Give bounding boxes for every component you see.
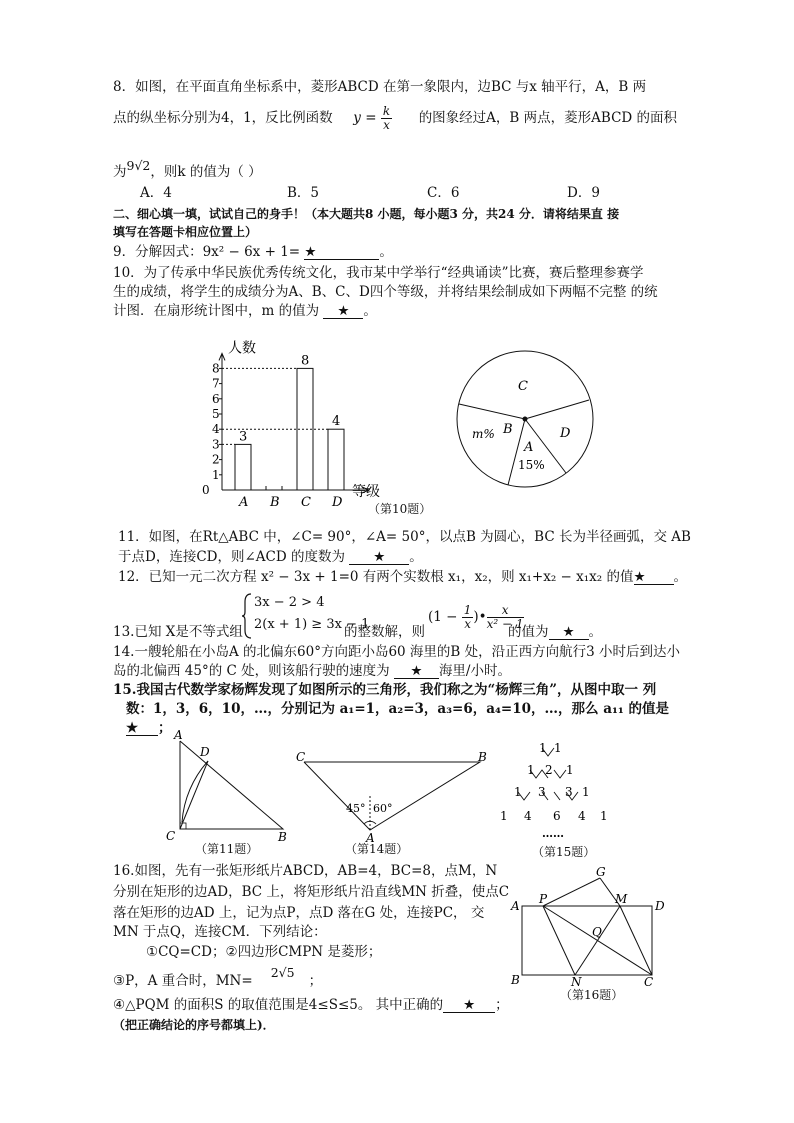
q16-line1: 16.如图，先有一张矩形纸片ABCD，AB=4，BC=8，点M，N [113,863,498,879]
q16-line6a: ③P，A 重合时，MN= [113,973,253,989]
q13-frac-1 [462,604,474,631]
q15-blank: ★ [126,721,158,736]
q14-line2a: 岛的北偏西 45°的 C 处，则该船行驶的速度为 [113,663,390,679]
q8-option-a: A．4 [140,185,172,201]
q13-expr-d-num: x [487,604,524,618]
q13-expr-d-den: x² − 1 [486,617,524,631]
q13-post: 的值为 [508,624,549,640]
fig15-r4-b: 4 [524,809,532,823]
section2-line1: 二、细心填一填，试试自己的身手！（本大题共8 小题，每小题3 分，共24 分．请将结果直 接 [113,207,620,221]
fig15-r4-a: 1 [500,809,508,823]
q13-expr-c: )• [473,609,487,625]
q16-line3: 落在矩形的边AD 上，记为点P，点D 落在G 处，连接PC， 交 [113,905,485,921]
q8-line1: 8．如图，在平面直角坐标系中，菱形ABCD 在第一象限内，边BC 与x 轴平行，A，B 两 [113,79,647,95]
q8-option-b: B．5 [287,185,320,201]
bar-ylabel: 人数 [228,340,256,357]
fig15-r3-d: 1 [582,785,590,799]
bar-value-label: 8 [301,353,310,369]
q16-blank: ★ [443,998,495,1013]
fig15-r2-b: 2 [545,763,553,777]
q12-end: 。 [673,569,687,585]
q11-end: 。 [409,549,423,565]
bar-ytick-label: 6 [212,391,220,406]
q8-area-pre: 为 [113,164,127,180]
fig11-caption: （第11题） [195,842,259,856]
q14-blank: ★ [394,664,439,679]
bar-ytick-label: 5 [212,407,220,421]
q15-line1: 15.我国古代数学家杨辉发现了如图所示的三角形，我们称之为“杨辉三角”，从图中取一 列 [113,682,657,698]
pie-divider-2 [525,400,589,419]
fig14-angle-45: 45° [346,802,366,815]
q11-line2-text: 于点D，连接CD，则∠ACD 的度数为 [118,549,345,565]
q10-end: 。 [363,303,377,319]
q13-expr-a: (1 − [428,609,458,625]
q10-line2: 生的成绩，将学生的成绩分为A、B、C、D四个等级，并将结果绘制成如下两幅不完整 的统 [113,284,658,300]
pie-label-d: D [560,426,571,441]
bar-category-label: A [239,495,249,510]
section2-line2: 填写在答题卡相应位置上） [113,225,258,239]
fig16-rectangle [522,906,652,975]
q8-area-val: 9√2 [126,158,151,173]
fig14-label-a: A [366,831,375,845]
fig16-diagram [508,865,665,989]
q13-end: 。 [588,624,602,640]
fig16-label-b: B [511,973,520,987]
fig15-r4-c: 6 [553,809,561,823]
q15-end: ； [158,720,172,736]
bar-category-label: D [332,495,343,510]
q10-line3-text: 计图．在扇形统计图中，m 的值为 [113,303,320,319]
q8-option-c: C．6 [427,185,460,201]
fig16-pg [543,878,600,906]
pie-annotation-m: m% [472,427,495,441]
q10-line1: 10．为了传承中华民族优秀传统文化，我市某中学举行“经典诵读”比赛，赛后整理参赛学 [113,265,644,281]
fig16-label-p: P [539,892,548,906]
q16-line7 [113,996,509,1014]
fig16-label-n: N [571,975,582,989]
fig16-label-q: Q [592,925,602,939]
fig15-r2-c: 1 [566,763,574,777]
bar-ytick-label: 7 [212,376,220,391]
fig16-label-g: G [596,865,606,879]
bar-A [235,444,251,490]
q16-line2: 分别在矩形的边AD，BC 上，将矩形纸片沿直线MN 折叠，使点C [113,884,510,900]
bar-ytick-label: 8 [212,361,220,376]
bar-ytick-label: 2 [212,452,220,467]
q14-line1: 14.一艘轮船在小岛A 的北偏东60°方向距小岛60 海里的B 处，沿正西方向航行3 小时后到达小 [113,644,680,660]
q16-line4: MN 于点Q，连接CM．下列结论： [113,924,327,940]
fig14-angle-60: 60° [373,802,393,815]
bar-xlabel: 等级 [352,484,380,500]
pie-label-c: C [518,379,528,394]
fig14-label-c: C [296,750,306,764]
fig15-r3-c: 3 [565,785,573,799]
q12-blank: ★ [634,570,674,585]
q16-line7b: ； [495,997,509,1013]
q9-end: 。 [379,244,393,260]
pie-center [523,417,528,422]
q8-line2a: 点的纵坐标分别为4，1，反比例函数 [113,110,333,126]
fig11-label-c: C [166,829,176,843]
bar-chart [190,330,390,510]
bar-ytick-label: 3 [212,437,220,452]
q13-sys1: 3x − 2 > 4 [254,595,325,610]
q13-post-line [508,623,602,641]
q15-line2: 数：1，3，6，10，…，分别记为 a₁=1，a₂=3，a₃=6，a₄=10，…，那么 a₁₁ 的值是 [126,701,669,717]
q16-line7a: ④△PQM 的面积S 的取值范围是4≤S≤5。 其中正确的 [113,997,444,1013]
fig15-diagram [492,740,622,840]
q9 [113,243,393,261]
fig15-r4-d: 4 [578,809,586,823]
q14-line2 [113,662,511,680]
q13-mid: 的整数解，则 [344,624,425,640]
fig11-diagram [160,726,295,844]
q16-line6 [113,965,323,990]
q13-pre: 13.已知 X是不等式组 [113,624,243,640]
q8-line2 [113,105,677,132]
pie-label-a: A [524,440,534,455]
q8-func-frac [381,105,392,132]
pie-label-b: B [503,422,513,437]
q10-blank: ★ [323,304,363,319]
q8-line3 [113,158,262,181]
q11-blank: ★ [349,550,409,565]
bar-ytick-label: 1 [212,467,220,482]
fig16-mn [575,906,620,975]
q14-line2b: 海里/小时。 [438,663,511,679]
q8-func-den: x [383,118,390,132]
q13-brace [241,592,253,640]
q13-blank: ★ [549,625,589,640]
q8-area-post: ，则k 的值为（ ） [150,164,262,180]
q11-line1: 11．如图，在Rt△ABC 中，∠C= 90°，∠A= 50°，以点B 为圆心，BC 长为半径画弧，交 AB [118,529,691,545]
pie-chart [452,345,602,495]
fig16-label-a: A [511,899,520,913]
fig10-caption: （第10题） [368,502,432,516]
bar-D [328,429,344,490]
fig15-caption: （第15题） [532,845,596,859]
bar-category-label: C [301,495,311,510]
q8-option-d: D．9 [567,185,600,201]
fig15-r3-a: 1 [514,785,522,799]
bar-ytick-label: 4 [212,422,220,437]
bar-value-label: 4 [332,414,341,430]
bar-value-label: 3 [239,429,248,445]
q16-line5: ①CQ=CD；②四边形CMPN 是菱形； [146,944,382,960]
fig16-label-m: M [615,892,628,906]
q16-line6b: ； [308,973,323,989]
fig15-dots: …… [542,827,564,840]
q12 [118,568,687,586]
pie-annotation-15: 15% [518,458,545,472]
fig15-r4-e: 1 [600,809,608,823]
fig14-label-b: B [478,750,487,764]
fig11-label-d: D [200,745,210,759]
q13-sys2: 2(x + 1) ≥ 3x − 1 [254,617,370,632]
q13-expr-b-den: x [464,617,471,631]
fig15-r1-b: 1 [554,741,562,755]
bar-category-label: B [270,495,280,510]
fig11-triangle [180,741,283,829]
fig11-segment-cd [180,761,208,829]
q12-text: 12．已知一元二次方程 x² − 3x + 1=0 有两个实数根 x₁，x₂，则 x₁+x₂ − x₁x₂ 的值 [118,569,634,585]
q10-line3 [113,302,377,320]
fig14-triangle [304,762,480,830]
q9-blank: ★ [304,245,379,260]
fig15-r2-a: 1 [527,763,535,777]
q16-line6-val: 2√5 [270,965,295,980]
q8-func-lhs: y = [353,110,377,126]
fig14-diagram [290,748,495,844]
bar-ytick-label: 0 [202,483,210,497]
q11-line2 [118,548,423,566]
q8-line2b: 的图象经过A，B 两点，菱形ABCD 的面积 [418,110,678,126]
q8-func-num: k [382,104,391,118]
q13-expr-b-num: 1 [463,603,472,617]
fig11-label-b: B [278,830,287,844]
fig16-label-d: D [655,899,665,913]
pie-divider-1 [459,404,525,419]
fig15-r3-b: 3 [538,785,546,799]
fig14-caption: （第14题） [345,842,409,856]
fig11-label-a: A [174,728,183,742]
q9-text: 9．分解因式：9x² − 6x + 1= [113,244,301,260]
q16-line8: （把正确结论的序号都填上)． [113,1018,275,1032]
fig15-r1-a: 1 [539,741,547,755]
fig16-label-c: C [644,975,654,989]
fig16-caption: （第16题） [560,988,624,1002]
